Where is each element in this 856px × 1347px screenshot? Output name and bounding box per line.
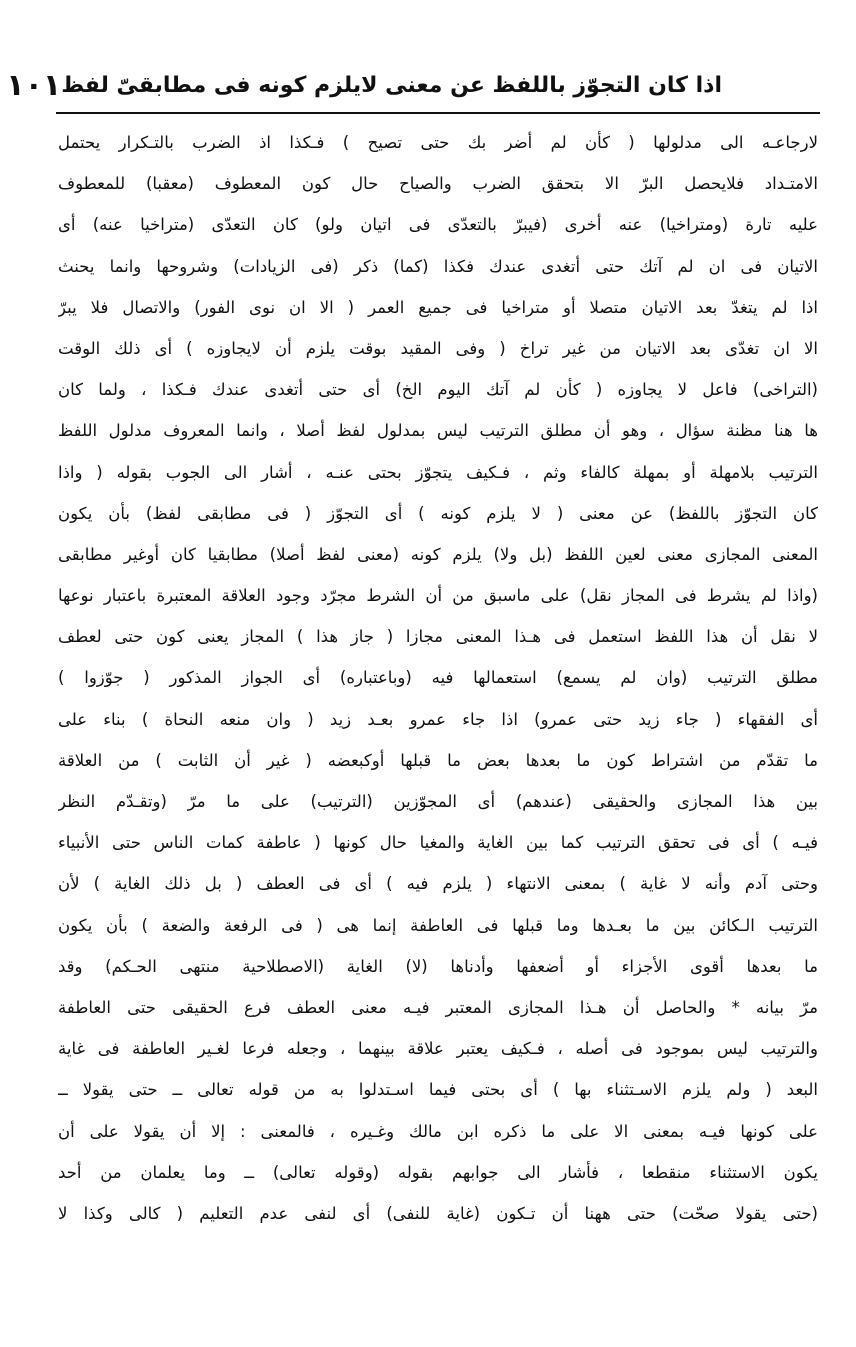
text-line: لا نقل أن هذا اللفظ استعمل فى هـذا المعنى مجازا ( جاز هذا ) المجاز يعنى كون حتى لعطف xyxy=(58,627,818,647)
text-line: والترتيب ليس بموجود فى أصله ، فـكيف يعتبر علاقة بينهما ، وجعله فرعا لغـير العاطفة فى غاية xyxy=(58,1039,818,1059)
header-rule xyxy=(56,112,820,114)
header-title: اذا كان التجوّز باللفظ عن معنى لايلزم كونه فى مطابقىّ لفظ xyxy=(61,73,722,98)
text-line: بين هذا المجازى والحقيقى (عندهم) أى المجوّزين (الترتيب) على ما مرّ (وتقـدّم النظر xyxy=(58,792,818,811)
text-line: الامتـداد فلايحصل البرّ الا بتحقق الضرب والصياح حال كون المعطوف (معقبا) للمعطوف xyxy=(58,174,818,194)
text-line: ما بعدها أقوى الأجزاء أو أضعفها وأدناها (لا) الغاية (الاصطلاحية منتهى الحـكم) وقد xyxy=(58,956,818,976)
page-number: ١٠١ xyxy=(6,68,62,103)
text-line: الترتيب بلامهلة أو بمهلة كالفاء وثم ، فـكيف يتجوّز بحتى عنـه ، أشار الى الجوب بقوله ( واذا xyxy=(58,462,818,482)
text-line: (التراخى) فاعل لا يجاوزه ( كأن لم آتك اليوم الخ) أى حتى أتغدى عندك فـكذا ، ولما كان xyxy=(58,380,818,400)
text-line: مطلق الترتيب (وان لم يسمع) استعمالها فيه (وباعتباره) أى الجواز المذكور ( جوّزوا ) xyxy=(58,668,818,688)
running-header xyxy=(6,68,722,103)
text-line: ما تقدّم من اشتراط كون ما بعدها بعض ما قبلها أوكبعضه ( غير أن الثابت ) من العلاقة xyxy=(58,750,818,770)
text-line: كان التجوّز باللفظ) عن معنى ( لا يلزم كونه ) أى التجوّز ( فى مطابقى لفظ) بأن يكون xyxy=(58,503,818,523)
text-line: فيـه ) أى فى تحقق الترتيب كما بين الغاية والمغيا حال كونها ( عاطفة كمات الناس حتى الأنبياء xyxy=(58,833,818,853)
text-line: عليه تارة (ومتراخيا) عنه أخرى (فيبرّ بالتعدّى فى اتيان ولو) كان التعدّى (متراخيا عنه) أى xyxy=(58,215,818,235)
text-line: الا ان تغدّى بعد الاتيان من غير تراخ ( وفى المقيد بوقت يلزم أن لايجاوزه ) أى ذلك الوقت xyxy=(58,338,818,358)
text-line: مرّ بيانه * والحاصل أن هـذا المجازى المعتبر فيـه معنى العطف فرع الحقيقى حتى العاطفة xyxy=(58,997,818,1017)
text-line: على كونها فيـه بمعنى الا على ما ذكره ابن مالك وغـيره ، فالمعنى : إلا أن يقولا على أن xyxy=(58,1121,818,1141)
text-line: أى الفقهاء ( جاء زيد حتى عمرو) اذا جاء عمرو بعـد زيد ( وان منعه النحاة ) بناء على xyxy=(58,709,818,729)
text-line: اذا لم يتغدّ بعد الاتيان متصلا أو متراخيا فى جميع العمر ( الا ان نوى الفور) والاتصال فلا يبرّ xyxy=(58,297,818,317)
text-line: (واذا لم يشرط فى المجاز نقل) على ماسبق من أن الشرط مجرّد وجود العلاقة المعتبرة باعتبار نوعها xyxy=(58,586,818,606)
text-line: (حتى يقولا صحّت) حتى ههنا أن تـكون (غاية للنفى) أى لنفى عدم التعليم ( كالى وكذا لا xyxy=(58,1203,818,1223)
text-line: البعد ( ولم يلزم الاسـتثناء بها ) أى بحتى فيما اسـتدلوا به من قوله تعالى ــ حتى يقولا ــ xyxy=(58,1080,818,1100)
body-text xyxy=(58,122,818,1234)
text-line: الترتيب الـكائن بين ما بعـدها وما قبلها فى العاطفة إنما هى ( فى الرفعة والضعة ) بأن يكون xyxy=(58,915,818,935)
text-line: وحتى آدم وأنه لا غاية ) بمعنى الانتهاء ( يلزم فيه ) أى فى العطف ( بل ذلك الغاية ) لأن xyxy=(58,874,818,894)
text-line: يكون الاستثناء منقطعا ، فأشار الى جوابهم بقوله (وقوله تعالى) ــ وما يعلمان من أحد xyxy=(58,1162,818,1182)
text-line: لارجاعـه الى مدلولها ( كأن لم أضر بك حتى تصيح ) فـكذا اذ الضرب بالتـكرار يحتمل xyxy=(58,133,818,152)
text-line: ها هنا مظنة سؤال ، وهو أن مطلق الترتيب ليس بمدلول لفظ أصلا ، وانما المعروف مدلول اللفظ xyxy=(58,421,818,441)
text-line: المعنى المجازى معنى لعين اللفظ (بل ولا) يلزم كونه (معنى لفظ أصلا) مطابقيا كان أوغير مطابقى xyxy=(58,544,818,564)
text-line: الاتيان فى ان لم آتك حتى أتغدى عندك فكذا (كما) ذكر (فى الزيادات) وشروحها وانما يحنث xyxy=(58,256,818,276)
